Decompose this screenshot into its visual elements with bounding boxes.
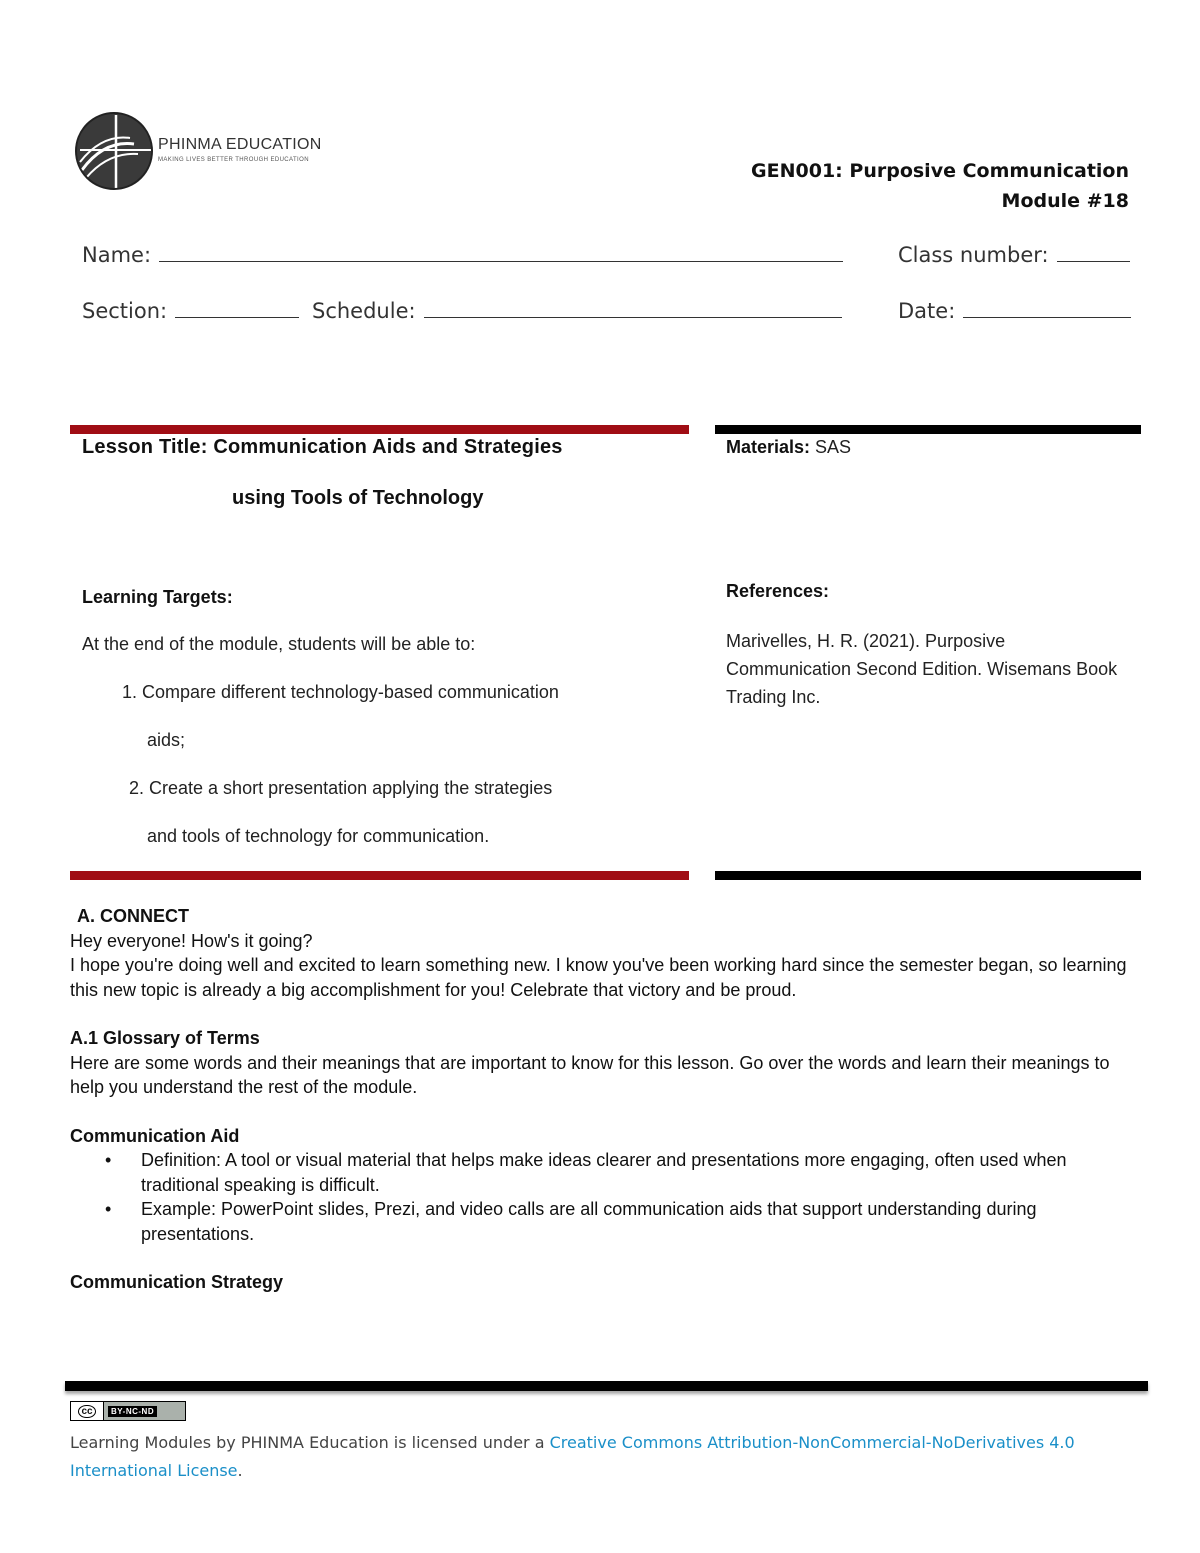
bullet-text: Definition: A tool or visual material that helps make ideas clearer and presentations more engaging, often used when traditional speaking is difficult. [141, 1150, 1067, 1195]
lesson-title-cont: using Tools of Technology [232, 487, 484, 509]
target-2-cont: and tools of technology for communication. [147, 826, 490, 846]
license-notice [70, 1429, 1150, 1485]
references-heading: References: [726, 581, 830, 601]
date-field [898, 297, 1131, 323]
materials-value: SAS [810, 437, 852, 457]
license-link[interactable]: Creative Commons Attribution-NonCommercial-NoDerivatives 4.0 International License [70, 1433, 1075, 1480]
name-field [82, 241, 843, 267]
materials-top-rule [715, 425, 1141, 434]
target-1: 1. Compare different technology-based communication [122, 682, 559, 702]
bullet-text: Example: PowerPoint slides, Prezi, and video calls are all communication aids that support understanding during presentations. [141, 1199, 1037, 1244]
materials [726, 437, 851, 458]
lesson-title: Lesson Title: Communication Aids and Strategies [82, 436, 563, 458]
phinma-globe-icon [74, 110, 154, 192]
class-number-blank[interactable] [1057, 241, 1130, 262]
lesson-top-rule [70, 425, 689, 434]
greeting: Hey everyone! How's it going? [70, 930, 313, 951]
class-number-field [898, 241, 1130, 267]
name-blank[interactable] [159, 241, 843, 262]
section-blank[interactable] [175, 297, 299, 318]
module-number: Module #18 [1001, 190, 1129, 212]
section-label: Section: [82, 299, 168, 323]
cc-license-badge[interactable] [70, 1401, 186, 1421]
license-prefix: Learning Modules by PHINMA Education is licensed under a [70, 1433, 550, 1452]
section-field [82, 297, 299, 323]
logo-brand-text: PHINMA EDUCATION [158, 136, 322, 153]
date-blank[interactable] [963, 297, 1131, 318]
name-label: Name: [82, 243, 152, 267]
lesson-bottom-rule [70, 871, 689, 880]
course-title: GEN001: Purposive Communication [751, 160, 1129, 182]
class-number-label: Class number: [898, 243, 1049, 267]
term-communication-aid: Communication Aid [70, 1125, 240, 1146]
module-content [70, 904, 1140, 1295]
list-item [105, 1148, 1140, 1197]
target-2: 2. Create a short presentation applying the strategies [129, 778, 553, 798]
glossary-intro: Here are some words and their meanings that are important to know for this lesson. Go over the words and learn their meanings to help you understand the rest of the module. [70, 1052, 1110, 1097]
license-suffix: . [237, 1461, 243, 1480]
communication-aid-list [70, 1148, 1140, 1246]
schedule-field [312, 297, 842, 323]
target-1-cont: aids; [147, 730, 186, 750]
intro-paragraph: I hope you're doing well and excited to learn something new. I know you've been working hard since the semester began, so learning this new topic is already a big accomplishment for you! Celebrate that victory and be proud. [70, 955, 1127, 1000]
footer-rule [65, 1381, 1148, 1391]
bullet-icon: • [105, 1199, 112, 1219]
schedule-blank[interactable] [424, 297, 842, 318]
cc-icon: cc [71, 1402, 104, 1420]
materials-label: Materials: [726, 437, 811, 457]
term-communication-strategy: Communication Strategy [70, 1272, 284, 1292]
materials-bottom-rule [715, 871, 1141, 880]
schedule-label: Schedule: [312, 299, 416, 323]
list-item [105, 1197, 1140, 1246]
phinma-logo [74, 110, 334, 192]
course-header [751, 156, 1129, 216]
connect-heading: A. CONNECT [77, 906, 189, 926]
learning-targets-intro: At the end of the module, students will be able to: [82, 634, 476, 654]
references-text: Marivelles, H. R. (2021). Purposive Communication Second Edition. Wisemans Book Trading Inc. [726, 631, 1118, 707]
date-label: Date: [898, 299, 956, 323]
glossary-heading: A.1 Glossary of Terms [70, 1028, 260, 1048]
cc-license-type: BY-NC-ND [108, 1406, 157, 1417]
bullet-icon: • [105, 1150, 112, 1170]
logo-tagline: MAKING LIVES BETTER THROUGH EDUCATION [158, 157, 309, 163]
learning-targets-heading: Learning Targets: [82, 587, 233, 607]
